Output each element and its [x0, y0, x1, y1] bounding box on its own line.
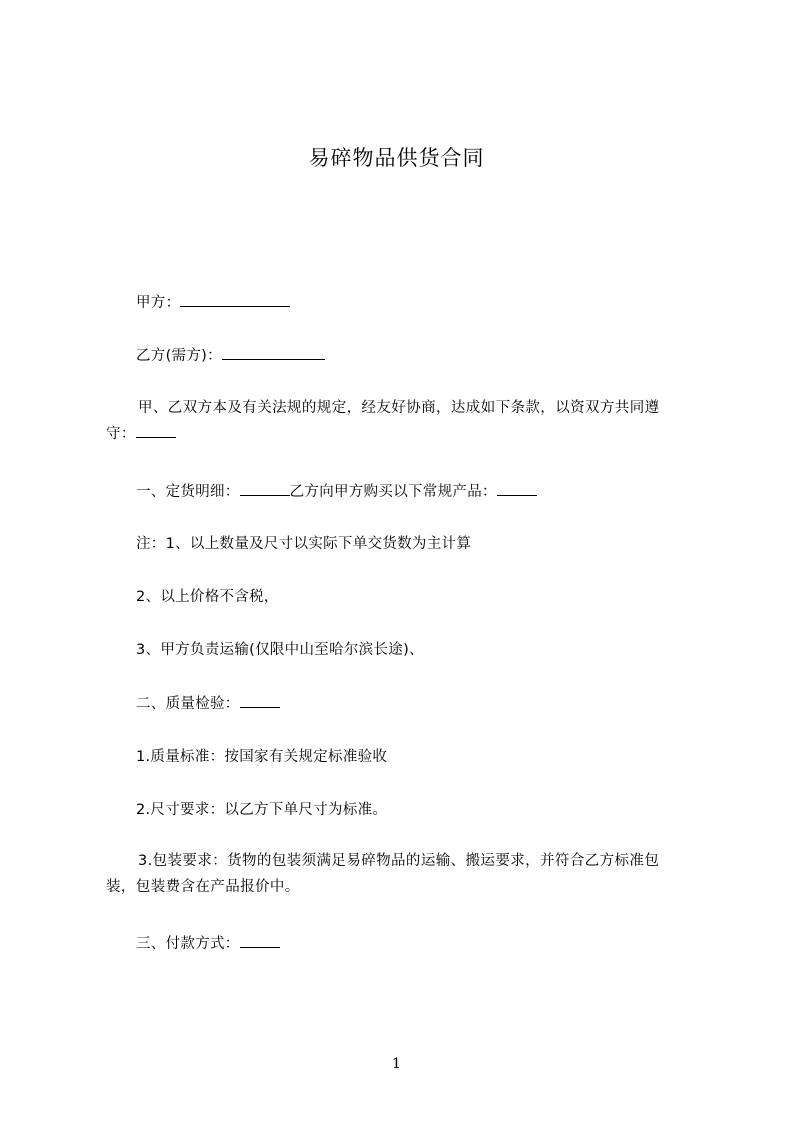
packaging-paragraph: [106, 848, 696, 900]
page-number: 1: [392, 1056, 401, 1072]
section-3-label: 三、付款方式：: [136, 936, 240, 952]
preamble-line-2: [106, 421, 696, 447]
party-a-blank: [180, 293, 290, 307]
preamble-line-2-text: 守：: [106, 426, 136, 442]
section-3-line: [136, 932, 280, 953]
quality-item-2: 2.尺寸要求：以乙方下单尺寸为标准。: [136, 802, 388, 818]
section-1-blank-2: [497, 482, 537, 496]
preamble-line-1: 甲、乙双方本及有关法规的规定，经友好协商，达成如下条款，以资双方共同遵: [138, 400, 660, 416]
party-b-label: 乙方(需方)：: [136, 348, 222, 364]
section-2-line: [136, 692, 280, 713]
party-b-line: [136, 344, 325, 365]
note-1: 注：1、以上数量及尺寸以实际下单交货数为主计算: [136, 536, 472, 552]
section-1-label: 一、定货明细：: [136, 484, 240, 500]
note-3: 3、甲方负责运输(仅限中山至哈尔滨长途)、: [136, 642, 424, 658]
section-1-blank-1: [240, 482, 290, 496]
quality-item-1: 1.质量标准：按国家有关规定标准验收: [136, 749, 388, 765]
section-1-line: [136, 480, 537, 501]
note-2: 2、以上价格不含税，: [136, 589, 279, 605]
party-a-label: 甲方：: [136, 295, 181, 311]
section-2-label: 二、质量检验：: [136, 696, 240, 712]
preamble-blank: [136, 424, 176, 438]
section-3-blank: [240, 934, 280, 948]
packaging-line-1: 3.包装要求：货物的包装须满足易碎物品的运输、搬运要求，并符合乙方标准包: [138, 853, 660, 869]
preamble-paragraph: [106, 395, 696, 447]
party-b-blank: [222, 346, 325, 360]
section-1-mid: 乙方向甲方购买以下常规产品：: [289, 484, 497, 500]
section-2-blank: [240, 694, 280, 708]
party-a-line: [136, 291, 290, 312]
document-title: 易碎物品供货合同: [308, 146, 485, 170]
packaging-line-2: 装，包装费含在产品报价中。: [106, 879, 300, 895]
